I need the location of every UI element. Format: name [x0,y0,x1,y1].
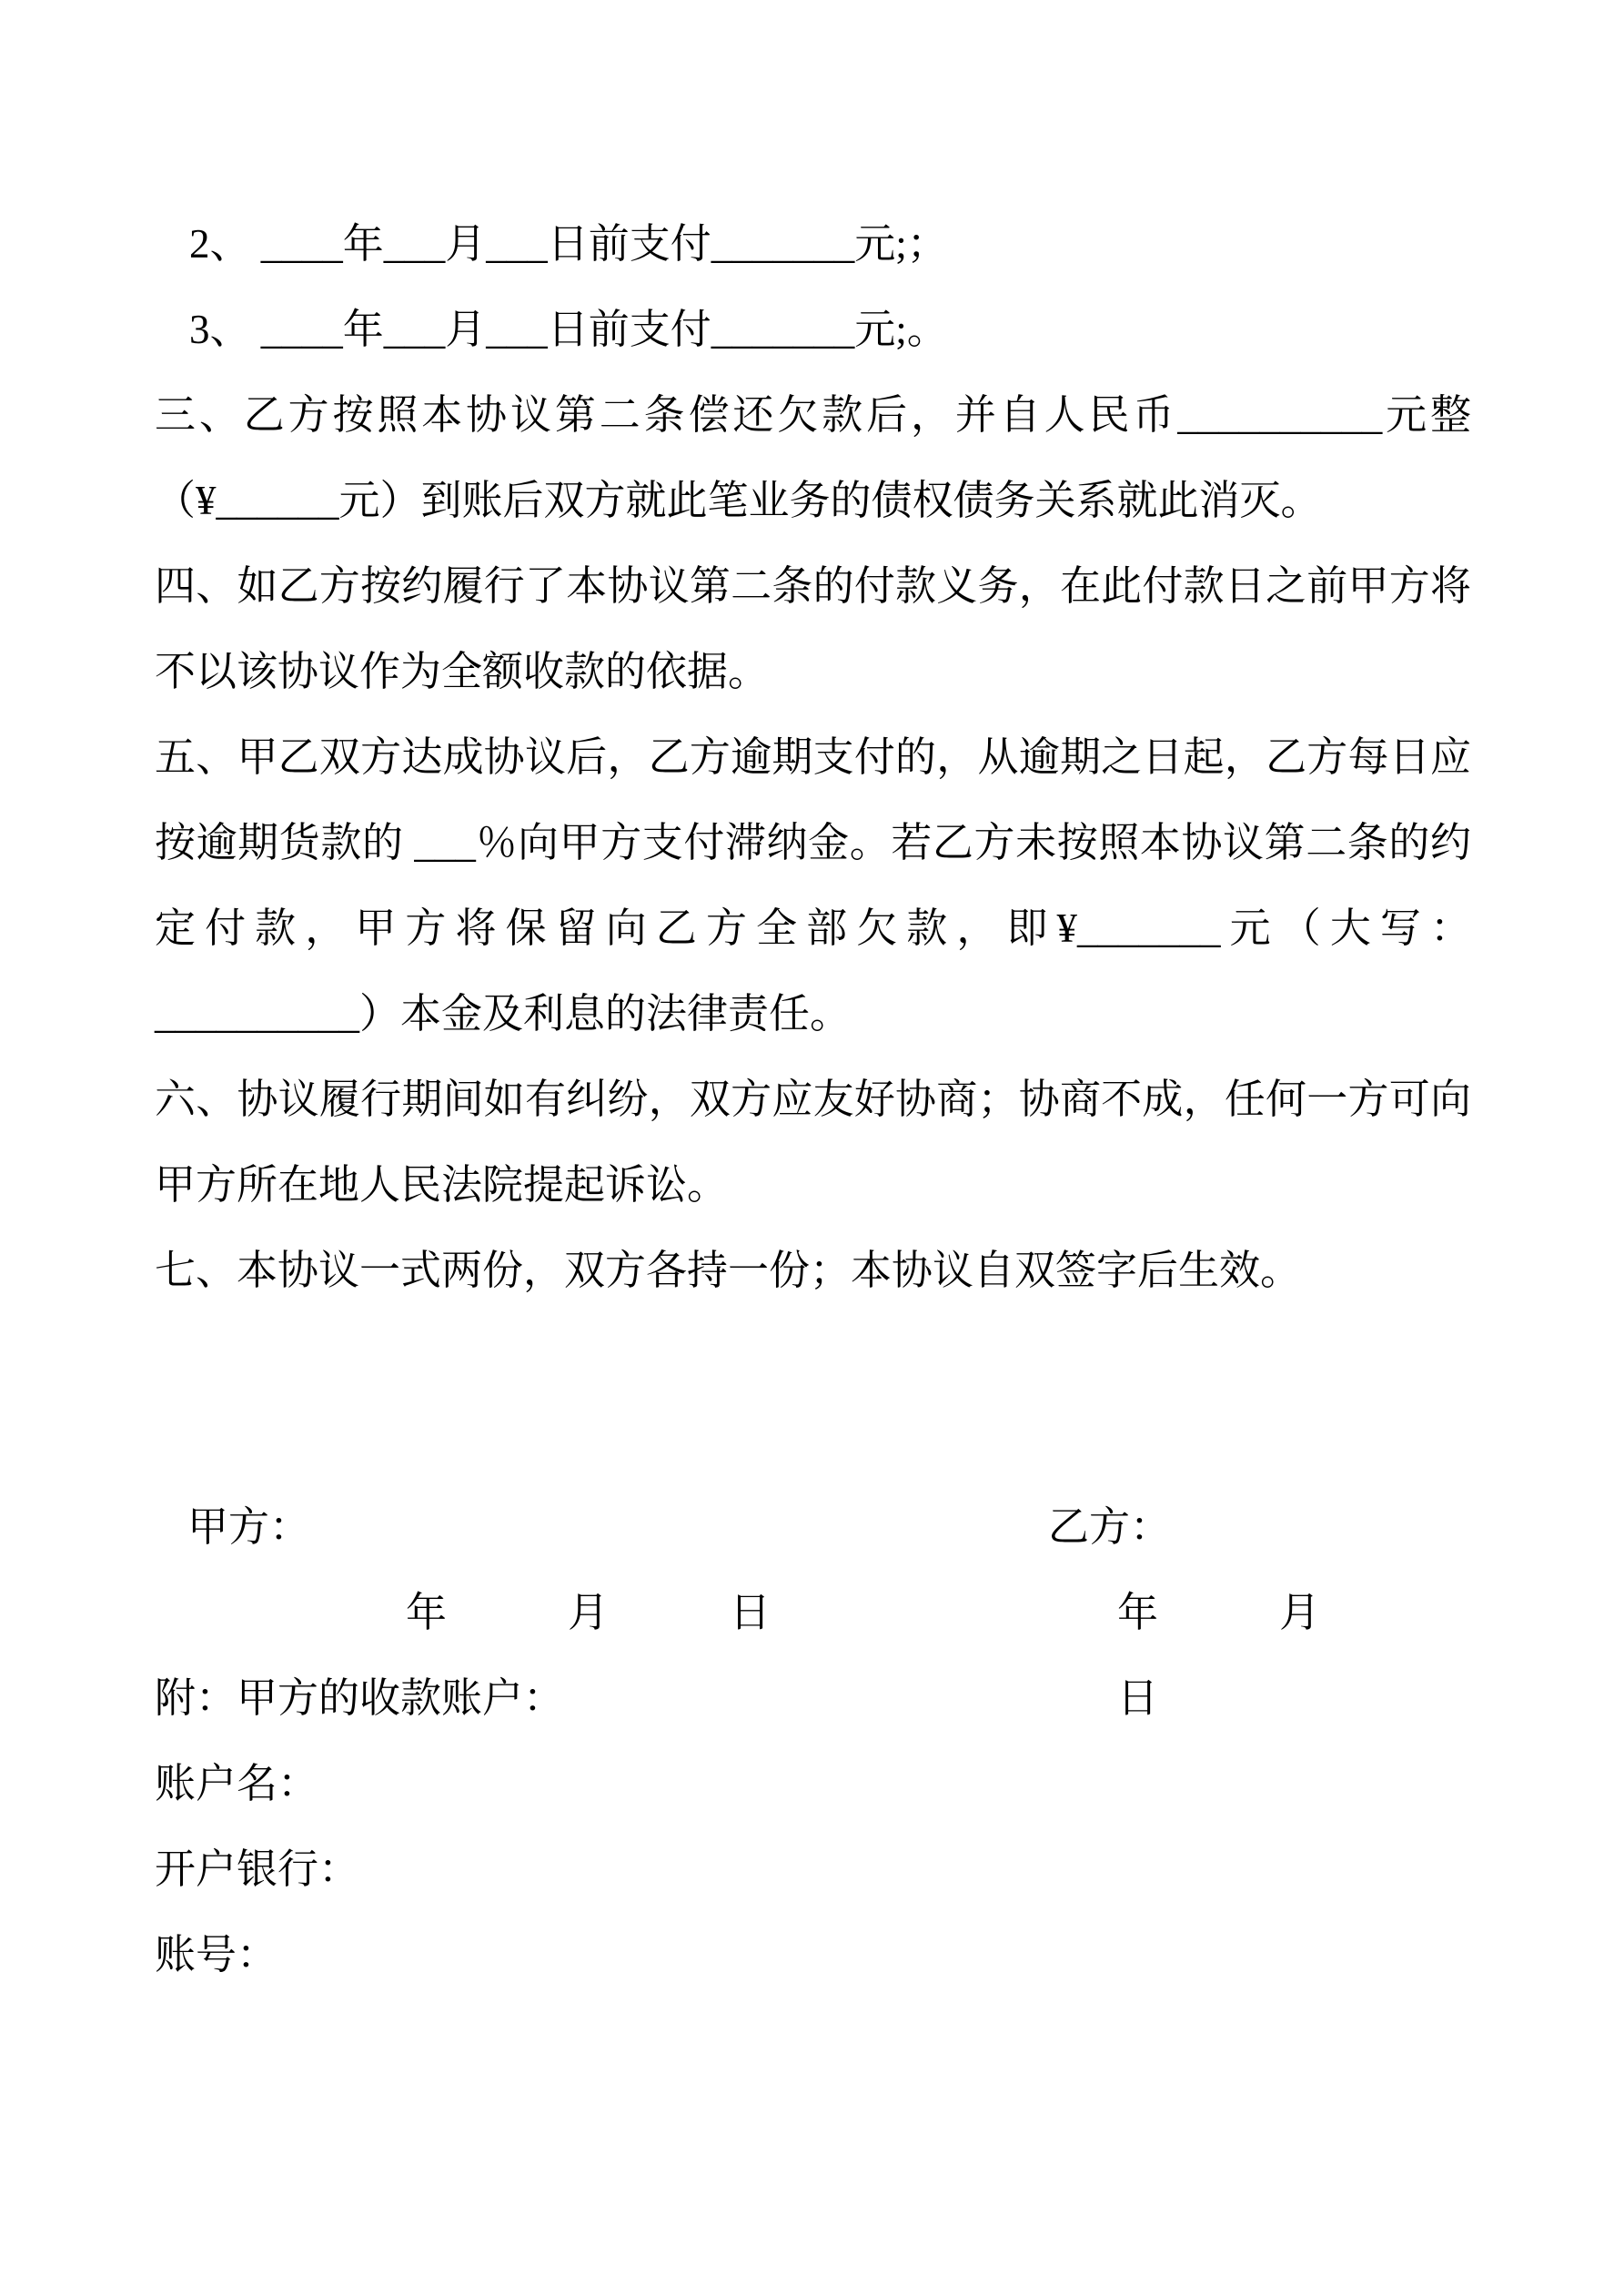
party-a-date-line: 年 月 日 [406,1590,812,1635]
payment-schedule-item-2: 2、 ____年___月___日前支付_______元;； [189,221,948,267]
party-b-label: 乙方： [1048,1504,1172,1550]
payment-schedule-item-3: 3、 ____年___月___日前支付_______元;。 [189,307,948,352]
account-number-line: 账号： [155,1932,278,1977]
party-a-label: 甲方： [187,1504,311,1550]
bank-line: 开户银行： [155,1846,360,1892]
signature-parties-row [155,1484,1471,1570]
account-name-line: 账户名： [155,1761,319,1806]
party-b-date-line: 年 月 日 [1117,1590,1442,1721]
document-body [155,201,1471,1998]
clause-7: 七、本协议一式两份，双方各持一份；本协议自双签字后生效。 [155,1248,1302,1293]
attachment-heading: 附：甲方的收款账户： [155,1675,565,1721]
clause-3: 三、乙方按照本协议第二条偿还欠款后，并自人民币__________元整（¥______元）到账后双方就此笔业务的债权债务关系就此消灭。 [155,392,1471,523]
clause-5: 五、甲乙双方达成协议后，乙方逾期支付的，从逾期之日起，乙方每日应按逾期货款的 ___％向甲方支付滞纳金。若乙方未按照本协议第二条的约定付款，甲方将保留向乙方全部欠款，即¥_______元（大写：__________）本金及利息的法律责任。 [155,734,1471,1037]
clause-4: 四、如乙方按约履行了本协议第二条的付款义务，在此付款日之前甲方将不以该协议作为全额收款的依据。 [155,563,1471,694]
clause-6: 六、协议履行期间如有纠纷，双方应友好协商；协商不成，任何一方可向甲方所在地人民法院提起诉讼。 [155,1077,1471,1208]
